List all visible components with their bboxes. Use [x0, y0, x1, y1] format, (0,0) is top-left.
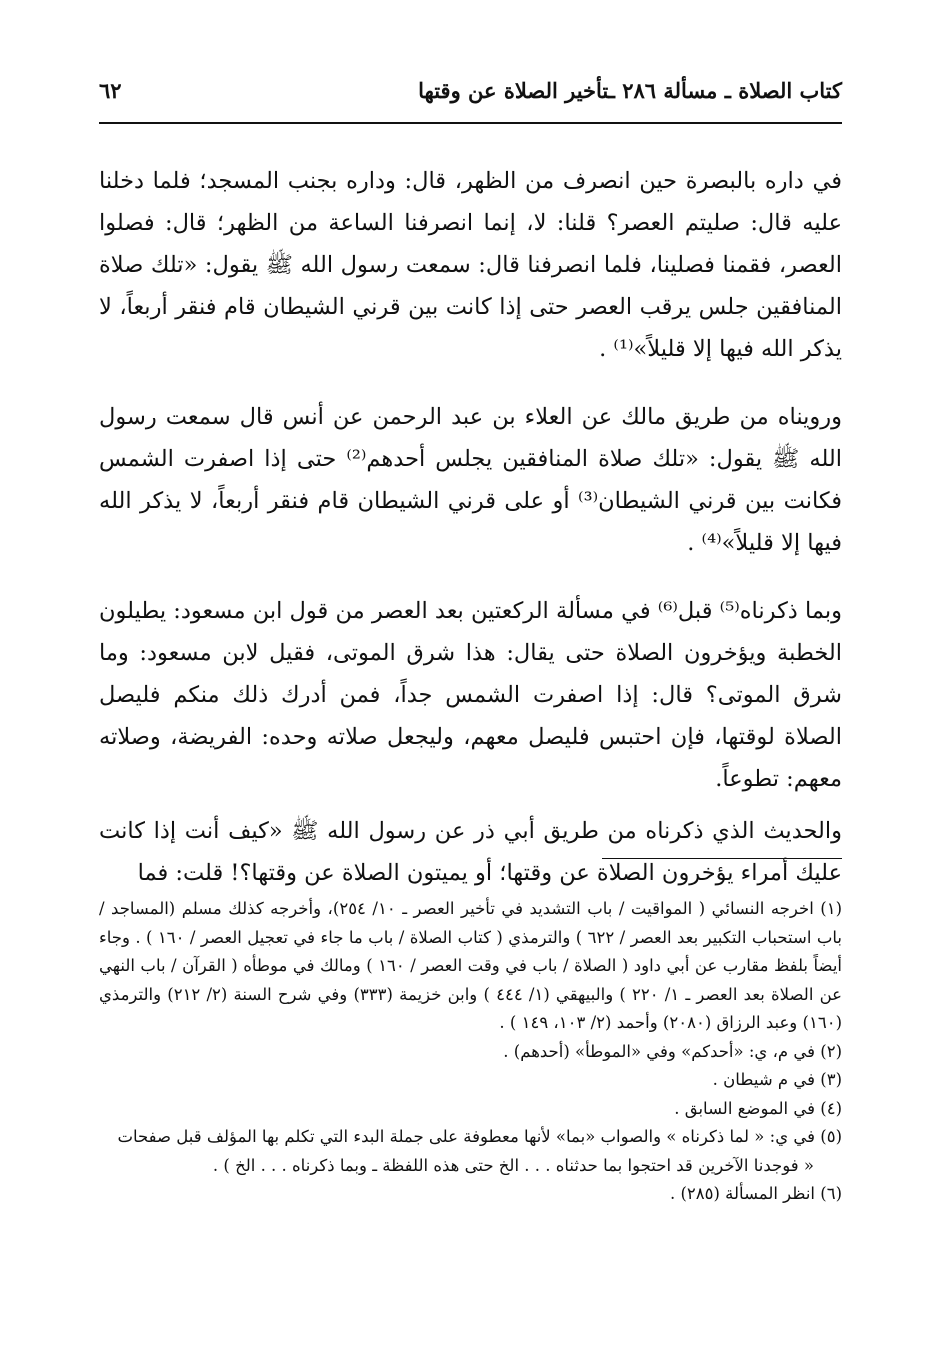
paragraph-2: ورويناه من طريق مالك عن العلاء بن عبد الرحمن عن أنس قال سمعت رسول الله ﷺ يقول: «تلك صلاة المنافقين يجلس أحدهم⁽²⁾ حتى إذا اصفرت الشمس فكانت بين قرني الشيطان⁽³⁾ أو على قرني الشيطان قام فنقر أربعاً، لا يذكر الله فيها إلا قليلاً»⁽⁴⁾ .	[99, 404, 843, 556]
main-text	[99, 160, 842, 894]
footnote-5: (٥) في ي: « لما ذكرناه » والصواب «بما» لأنها معطوفة على جملة البدء التي تكلم بها المؤلف قبل صفحات	[117, 1127, 842, 1146]
footnote-6: (٦) انظر المسألة (٢٨٥) .	[669, 1184, 842, 1203]
footnote-3: (٣) في م شيطان .	[712, 1070, 842, 1089]
footnote-2: (٢) في م، ي: «أحدكم» وفي «الموطأ» (أحدهم) .	[503, 1041, 842, 1061]
paragraph-4: والحديث الذي ذكرناه من طريق أبي ذر عن رسول الله ﷺ «كيف أنت إذا كانت عليك أمراء يؤخرون الصلاة عن وقتها؛ أو يميتون الصلاة عن وقتها؟! قلت: فما	[99, 818, 842, 886]
running-title: كتاب الصلاة ـ مسألة ٢٨٦ ـتأخير الصلاة عن وقتها	[418, 77, 842, 103]
page-header	[99, 68, 842, 112]
page-number: ٦٢	[99, 77, 122, 103]
footnote-4: (٤) في الموضع السابق .	[674, 1098, 842, 1118]
footnote-1: (١) اخرجه النسائي ( المواقيت / باب التشديد في تأخير العصر ـ ١٠/ ٢٥٤)، وأخرجه كذلك مسلم (المساجد / باب استحباب التكبير بعد العصر / ٦٢٢ ) والترمذي ( كتاب الصلاة / باب ما جاء في تعجيل العصر / ١٦٠ ) . وجاء أيضاً بلفظ مقارب عن أبي داود ( الصلاة / باب في وقت العصر / ١٦٠ ) ومالك في موطأه ( القرآن / باب النهي عن الصلاة بعد العصر ـ ١/ ٢٢٠ ) والبيهقي (١/ ٤٤٤ ) وابن خزيمة (٣٣٣) وفي شرح السنة (٢/ ٢١٢) والترمذي (١٦٠) وعبد الرزاق (٢٠٨٠) وأحمد (٢/ ١٠٣، ١٤٩ ) .	[99, 899, 843, 1032]
paragraph-1: في داره بالبصرة حين انصرف من الظهر، قال: وداره بجنب المسجد؛ فلما دخلنا عليه قال: صليتم العصر؟ قلنا: لا، إنما انصرفنا الساعة من الظهر؛ قال: فصلوا العصر، فقمنا فصلينا، فلما انصرفنا قال: سمعت رسول الله ﷺ يقول: «تلك صلاة المنافقين جلس يرقب العصر حتى إذا كانت بين قرني الشيطان قام فنقر أربعاً، لا يذكر الله فيها إلا قليلاً»⁽¹⁾ .	[99, 168, 842, 362]
footnote-divider	[602, 858, 842, 859]
header-divider	[99, 122, 842, 124]
footnote-5-continuation: « فوجدنا الآخرين قد احتجوا بما حدثناه . . . الخ حتى هذه اللفظة ـ وبما ذكرناه . . . الخ ) .	[212, 1155, 814, 1175]
paragraph-3: وبما ذكرناه⁽⁵⁾ قبل⁽⁶⁾ في مسألة الركعتين بعد العصر من قول ابن مسعود: يطيلون الخطبة ويؤخرون الصلاة حتى يقال: هذا شرق الموتى، فقيل لابن مسعود: وما شرق الموتى؟ قال: إذا اصفرت الشمس جداً، فمن أدرك ذلك منكم فليصل الصلاة لوقتها، فإن احتبس فليصل معهم، وليجعل صلاته وحده: الفريضة، وصلاته معهم: تطوعاً.	[99, 598, 842, 792]
footnotes	[99, 895, 842, 1209]
